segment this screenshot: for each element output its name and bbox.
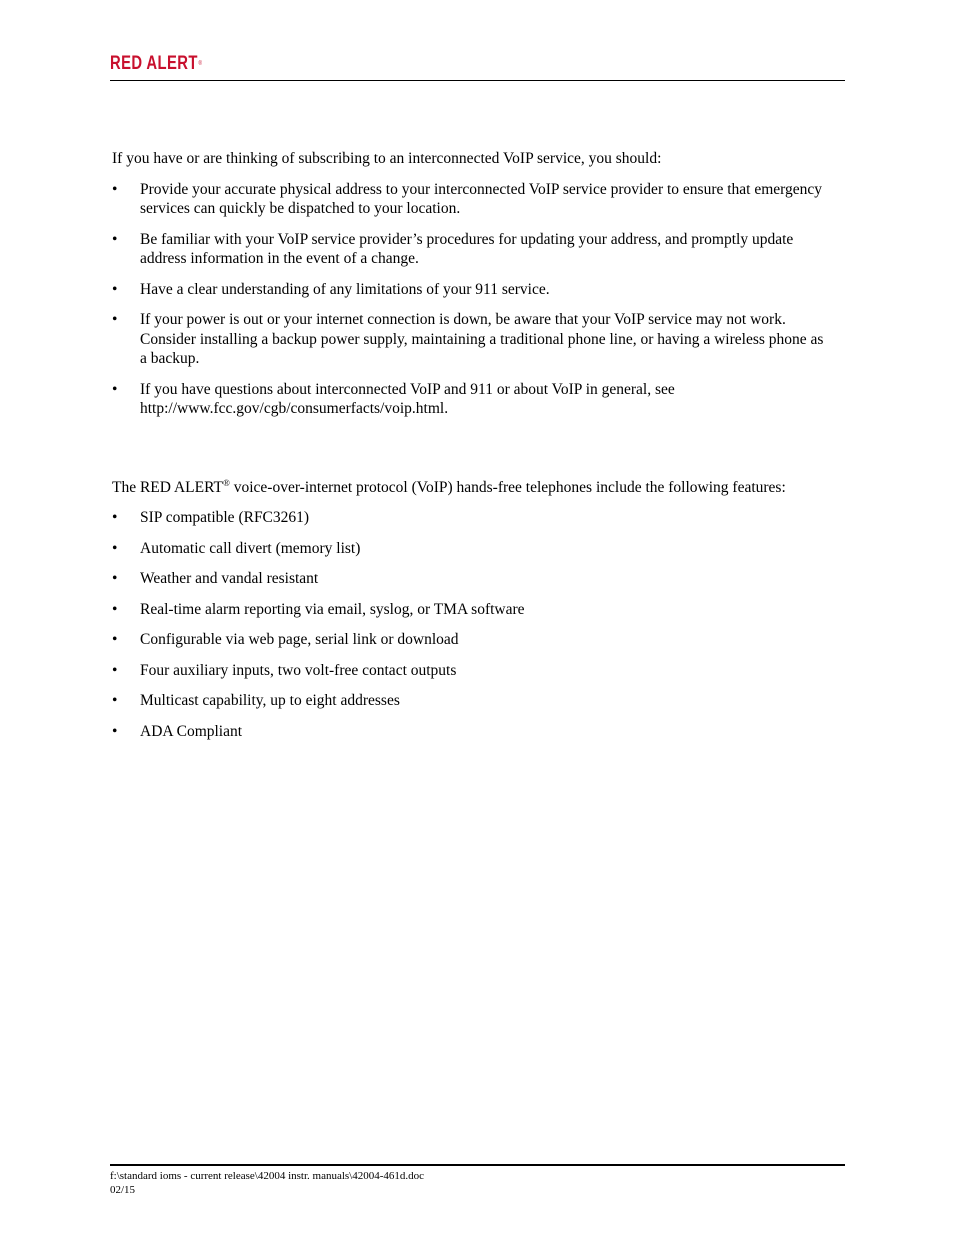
list-item bbox=[112, 539, 832, 559]
list-item-text: Be familiar with your VoIP service provider’s procedures for updating your address, and promptly update address information in the event of a change. bbox=[140, 230, 794, 267]
bullet-icon: • bbox=[112, 380, 118, 398]
list-item bbox=[112, 508, 832, 528]
logo-registered-mark: ® bbox=[198, 61, 203, 67]
list-item bbox=[112, 722, 832, 742]
list-item bbox=[112, 180, 832, 219]
footer-file-path: f:\standard ioms - current release\42004 instr. manuals\42004-461d.doc bbox=[110, 1170, 425, 1182]
features-intro bbox=[112, 478, 832, 498]
features-list bbox=[112, 508, 832, 741]
logo-text: RED ALERT bbox=[110, 53, 198, 74]
list-item bbox=[112, 280, 832, 300]
list-item bbox=[112, 691, 832, 711]
list-item-text: SIP compatible (RFC3261) bbox=[140, 509, 310, 526]
bullet-icon: • bbox=[112, 692, 118, 709]
voip-advice-list bbox=[112, 180, 832, 419]
page-footer bbox=[110, 1164, 845, 1197]
list-item-text: Weather and vandal resistant bbox=[140, 570, 319, 587]
bullet-icon: • bbox=[112, 539, 118, 557]
list-item-text: If your power is out or your internet connection is down, be aware that your VoIP service may not work. Consider installing a backup power supply, maintaining a traditional phone line, or having a wireless phone as a backup. bbox=[140, 311, 824, 367]
bullet-icon: • bbox=[112, 230, 118, 248]
features-intro-brand: The RED ALERT bbox=[112, 478, 223, 496]
list-item bbox=[112, 569, 832, 589]
bullet-icon: • bbox=[112, 661, 118, 679]
page-header bbox=[110, 52, 845, 81]
list-item bbox=[112, 230, 832, 269]
list-item-text: Multicast capability, up to eight addresses bbox=[140, 692, 400, 709]
list-item-text: Real-time alarm reporting via email, syslog, or TMA software bbox=[140, 600, 525, 618]
registered-mark: ® bbox=[223, 477, 230, 488]
footer-date: 02/15 bbox=[110, 1183, 136, 1196]
list-item bbox=[112, 661, 832, 681]
bullet-icon: • bbox=[112, 509, 118, 526]
bullet-icon: • bbox=[112, 180, 118, 198]
list-item-text: If you have questions about interconnected VoIP and 911 or about VoIP in general, see http://www.fcc.gov/cgb/consumerfacts/voip.html. bbox=[140, 380, 675, 417]
bullet-icon: • bbox=[112, 631, 118, 648]
voip-intro: If you have or are thinking of subscribing to an interconnected VoIP service, you should: bbox=[112, 150, 662, 167]
list-item-text: Configurable via web page, serial link or download bbox=[140, 631, 459, 648]
list-item bbox=[112, 310, 832, 369]
bullet-icon: • bbox=[112, 600, 118, 618]
red-alert-logo bbox=[110, 52, 202, 76]
features-intro-text: voice-over-internet protocol (VoIP) hands-free telephones include the following features: bbox=[229, 478, 786, 496]
bullet-icon: • bbox=[112, 722, 118, 740]
list-item bbox=[112, 630, 832, 650]
bullet-icon: • bbox=[112, 570, 118, 587]
list-item-text: ADA Compliant bbox=[140, 722, 243, 740]
list-item-text: Four auxiliary inputs, two volt-free contact outputs bbox=[140, 661, 457, 679]
list-item bbox=[112, 380, 832, 419]
page-content bbox=[112, 149, 832, 752]
bullet-icon: • bbox=[112, 280, 118, 298]
section-spacer bbox=[112, 430, 832, 478]
list-item-text: Have a clear understanding of any limitations of your 911 service. bbox=[140, 280, 550, 298]
list-item bbox=[112, 600, 832, 620]
bullet-icon: • bbox=[112, 311, 118, 328]
list-item-text: Automatic call divert (memory list) bbox=[140, 539, 361, 557]
list-item-text: Provide your accurate physical address to your interconnected VoIP service provider to ensure that emergency services can quickly be dispatched to your location. bbox=[140, 180, 823, 217]
